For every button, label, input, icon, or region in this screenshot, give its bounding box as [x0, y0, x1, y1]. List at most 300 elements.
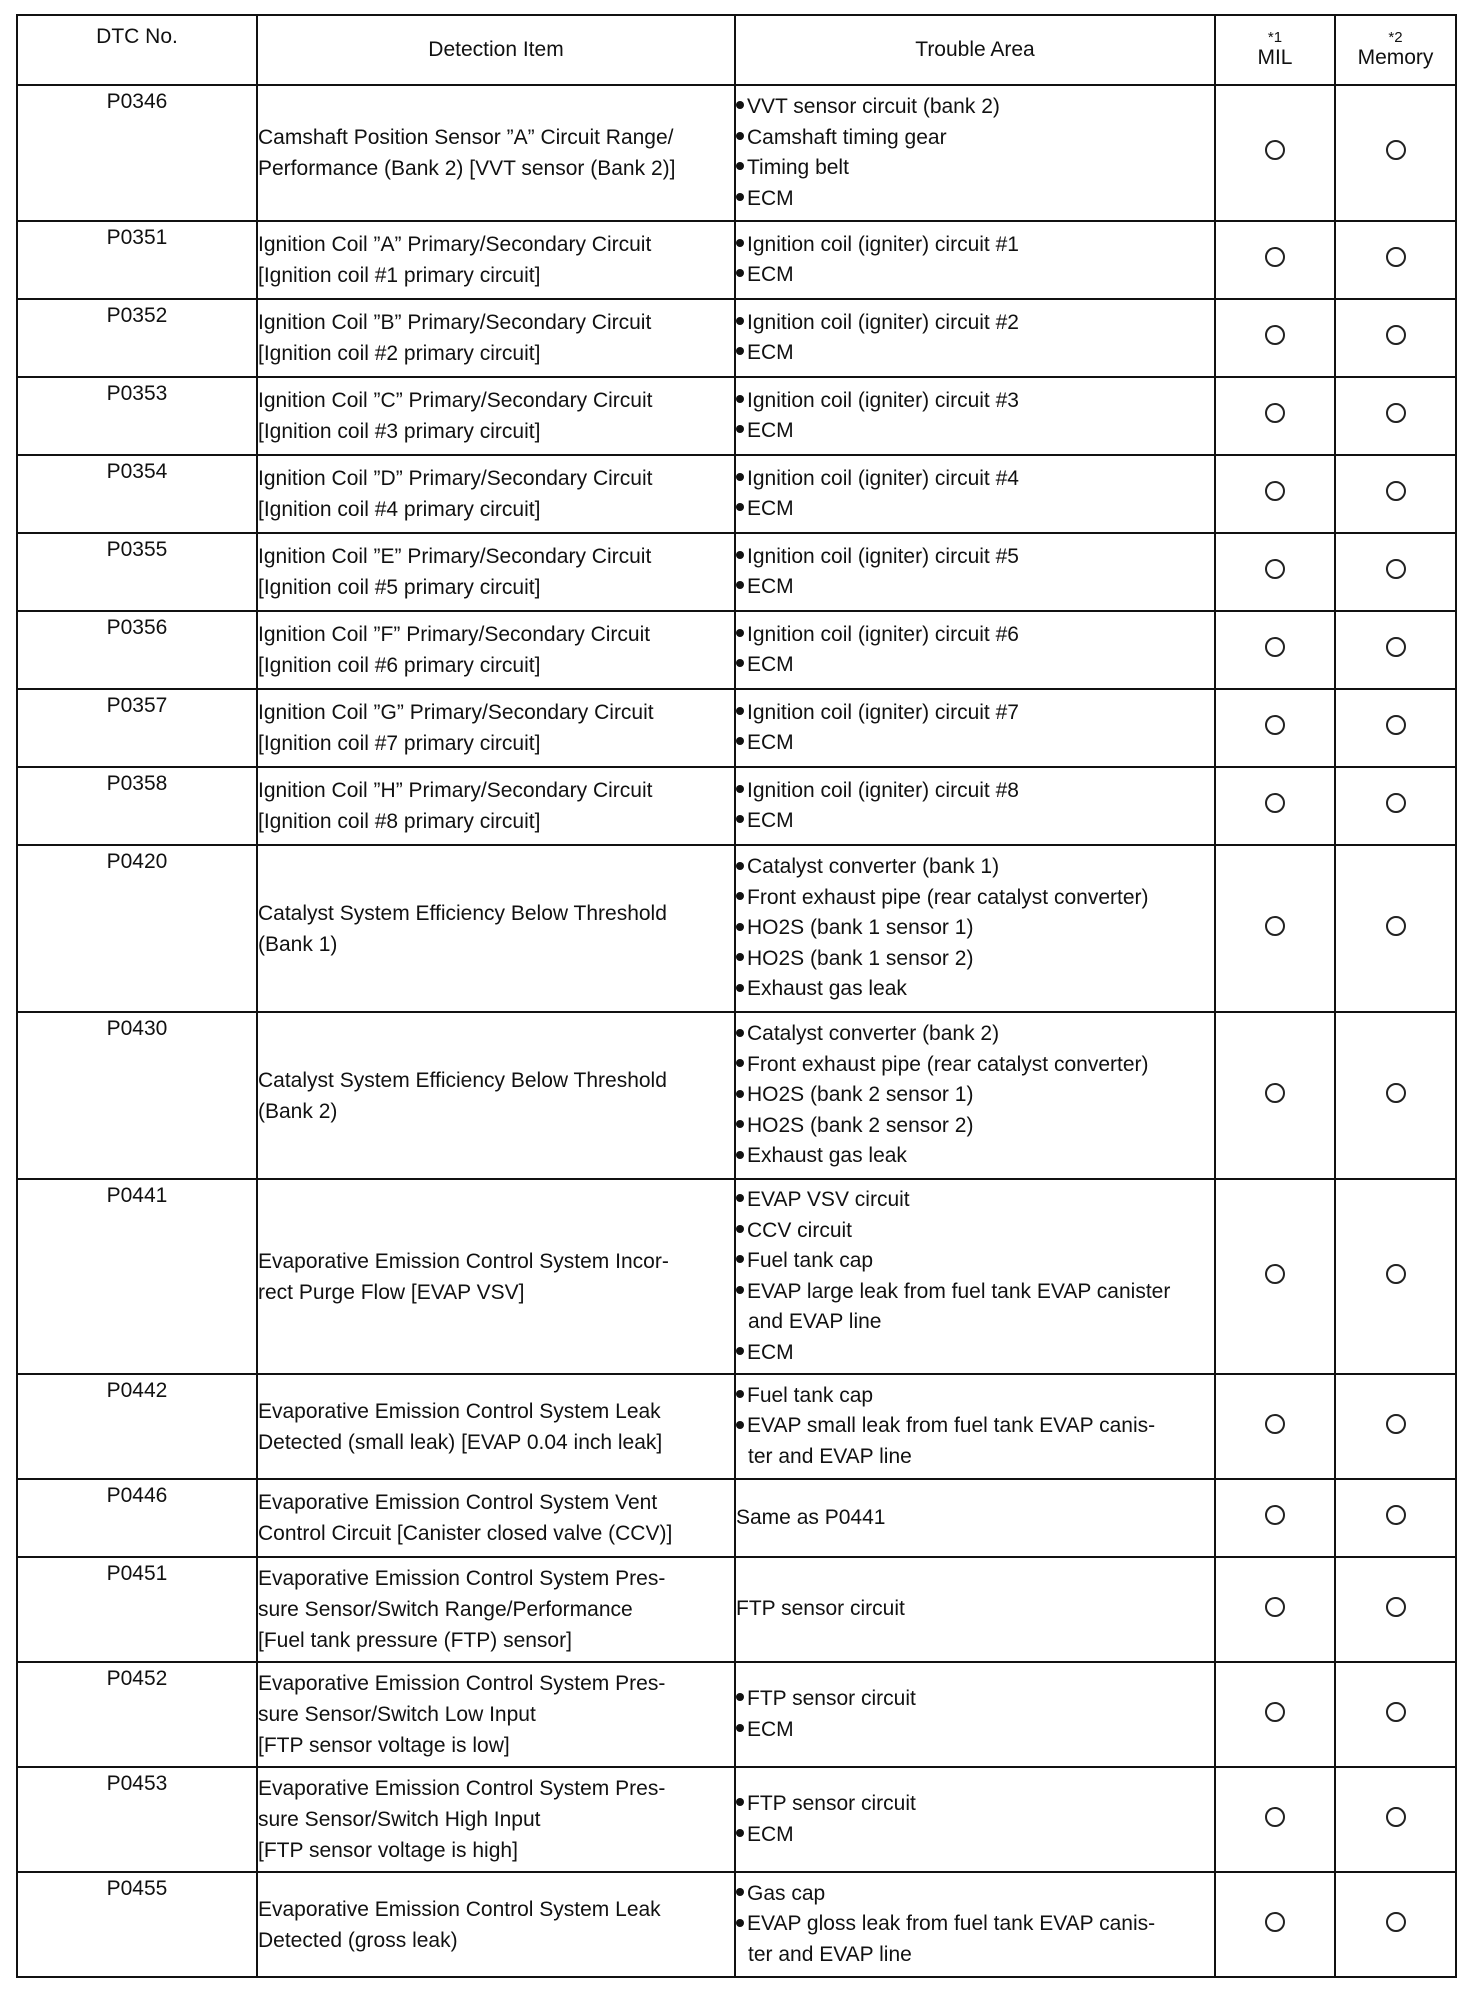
- detection-item-cell: [257, 221, 735, 299]
- trouble-area-text: ECM: [747, 341, 794, 364]
- memory-cell: [1335, 1662, 1456, 1767]
- memory-cell: [1335, 1479, 1456, 1557]
- detection-item-line: sure Sensor/Switch Low Input: [258, 1703, 536, 1726]
- trouble-area-text: Fuel tank cap: [747, 1383, 874, 1407]
- dtc-code-cell: P0355: [17, 533, 257, 611]
- detection-item-cell: [257, 767, 735, 845]
- detection-item-cell: [257, 299, 735, 377]
- trouble-area-text: ECM: [747, 653, 794, 676]
- trouble-area-text: Catalyst converter (bank 2): [747, 1022, 1000, 1046]
- trouble-area-bullet-item: [736, 1141, 1214, 1172]
- detection-item-cell: [257, 1872, 735, 1977]
- bullet-icon: [736, 1255, 744, 1263]
- trouble-area-cell: [735, 221, 1215, 299]
- mil-circle-icon: [1265, 1597, 1285, 1617]
- trouble-area-bullet-item: [736, 1684, 1214, 1715]
- trouble-area-bullet-item: [736, 1111, 1214, 1142]
- memory-label: Memory: [1357, 46, 1434, 69]
- detection-item-cell: [257, 1662, 735, 1767]
- detection-item-line: Ignition Coil ”C” Primary/Secondary Circuit: [258, 389, 653, 412]
- memory-circle-icon: [1386, 1702, 1406, 1722]
- trouble-area-cell: [735, 1479, 1215, 1557]
- dtc-code-cell: P0430: [17, 1012, 257, 1179]
- memory-circle-icon: [1386, 1414, 1406, 1434]
- detection-item-line: Ignition Coil ”D” Primary/Secondary Circuit: [258, 467, 653, 490]
- bullet-icon: [736, 1194, 744, 1202]
- trouble-area-text: Camshaft timing gear: [747, 125, 947, 149]
- trouble-area-bullet-item: [736, 572, 1214, 603]
- detection-item-cell: [257, 533, 735, 611]
- detection-item-line: [Ignition coil #7 primary circuit]: [258, 732, 541, 755]
- trouble-area-bullet-item: [736, 230, 1214, 261]
- table-row: [17, 1872, 1456, 1977]
- bullet-icon: [736, 551, 744, 559]
- trouble-area-text: Front exhaust pipe (rear catalyst converter): [747, 1052, 1149, 1076]
- mil-cell: [1215, 1872, 1335, 1977]
- trouble-area-text: FTP sensor circuit: [747, 1792, 916, 1815]
- bullet-icon: [736, 581, 744, 589]
- trouble-area-text: ECM: [747, 497, 794, 520]
- trouble-area-bullet-item: [736, 1019, 1214, 1050]
- trouble-area-bullet-item: [736, 1050, 1214, 1081]
- trouble-area-bullet-item: [736, 806, 1214, 837]
- dtc-code-cell: P0451: [17, 1557, 257, 1662]
- memory-cell: [1335, 377, 1456, 455]
- memory-circle-icon: [1386, 637, 1406, 657]
- mil-circle-icon: [1265, 637, 1285, 657]
- mil-cell: [1215, 221, 1335, 299]
- table-row: [17, 299, 1456, 377]
- trouble-area-text: Catalyst converter (bank 1): [747, 855, 1000, 879]
- mil-footnote-marker: *1: [1267, 29, 1283, 46]
- detection-item-line: Evaporative Emission Control System Leak: [258, 1399, 661, 1423]
- detection-item-line: rect Purge Flow [EVAP VSV]: [258, 1280, 525, 1304]
- bullet-icon: [736, 984, 744, 992]
- trouble-area-bullet-item: [736, 542, 1214, 573]
- bullet-icon: [736, 923, 744, 931]
- detection-item-line: Evaporative Emission Control System Pres-: [258, 1777, 666, 1800]
- bullet-icon: [736, 347, 744, 355]
- trouble-area-bullet-item: [736, 620, 1214, 651]
- detection-item-cell: [257, 611, 735, 689]
- memory-cell: [1335, 1872, 1456, 1977]
- mil-circle-icon: [1265, 325, 1285, 345]
- detection-item-cell: [257, 377, 735, 455]
- trouble-area-text: HO2S (bank 1 sensor 2): [747, 946, 974, 970]
- bullet-icon: [736, 737, 744, 745]
- trouble-area-bullet-item: [736, 1715, 1214, 1746]
- memory-cell: [1335, 299, 1456, 377]
- trouble-area-text: Ignition coil (igniter) circuit #5: [747, 544, 1019, 568]
- trouble-area-bullet-item: [736, 776, 1214, 807]
- dtc-code-cell: P0441: [17, 1179, 257, 1374]
- mil-cell: [1215, 1662, 1335, 1767]
- bullet-icon: [736, 862, 744, 870]
- detection-item-line: Control Circuit [Canister closed valve (CCV)]: [258, 1522, 673, 1545]
- trouble-area-bullet-item: [736, 974, 1214, 1005]
- mil-cell: [1215, 1012, 1335, 1179]
- trouble-area-cell: [735, 85, 1215, 221]
- table-row: [17, 1557, 1456, 1662]
- bullet-icon: [736, 629, 744, 637]
- memory-circle-icon: [1386, 1807, 1406, 1827]
- mil-cell: [1215, 299, 1335, 377]
- table-header-row: [17, 15, 1456, 85]
- detection-item-cell: [257, 1479, 735, 1557]
- table-body: [17, 85, 1456, 1977]
- mil-circle-icon: [1265, 140, 1285, 160]
- table-row: [17, 1479, 1456, 1557]
- detection-item-line: [Ignition coil #6 primary circuit]: [258, 654, 541, 677]
- trouble-area-bullet-item: [736, 1246, 1214, 1277]
- trouble-area-text: HO2S (bank 2 sensor 1): [747, 1083, 974, 1107]
- trouble-area-text: ECM: [747, 1822, 794, 1846]
- trouble-area-text: Timing belt: [747, 156, 849, 179]
- memory-cell: [1335, 1557, 1456, 1662]
- memory-cell: [1335, 611, 1456, 689]
- trouble-area-cell: [735, 299, 1215, 377]
- mil-cell: [1215, 533, 1335, 611]
- trouble-area-bullet-item: [736, 913, 1214, 944]
- memory-cell: [1335, 221, 1456, 299]
- detection-item-line: Ignition Coil ”G” Primary/Secondary Circuit: [258, 701, 654, 724]
- trouble-area-bullet-item: [736, 944, 1214, 975]
- trouble-area-bullet-item: [736, 1381, 1214, 1412]
- memory-circle-icon: [1386, 1505, 1406, 1525]
- bullet-icon: [736, 1888, 744, 1896]
- mil-circle-icon: [1265, 1414, 1285, 1434]
- trouble-area-cell: [735, 377, 1215, 455]
- trouble-area-cell: [735, 1179, 1215, 1374]
- trouble-area-cell: [735, 1872, 1215, 1977]
- header-detection-item: Detection Item: [257, 15, 735, 85]
- mil-circle-icon: [1265, 916, 1285, 936]
- dtc-code-cell: P0356: [17, 611, 257, 689]
- trouble-area-text: Exhaust gas leak: [747, 1144, 907, 1168]
- detection-item-line: Catalyst System Efficiency Below Threshold: [258, 901, 667, 925]
- detection-item-line: Camshaft Position Sensor ”A” Circuit Range/: [258, 126, 674, 149]
- trouble-area-text: Ignition coil (igniter) circuit #7: [747, 700, 1019, 724]
- trouble-area-bullet-item: [736, 308, 1214, 339]
- memory-circle-icon: [1386, 715, 1406, 735]
- trouble-area-text: EVAP VSV circuit: [747, 1188, 910, 1211]
- trouble-area-bullet-item: [736, 386, 1214, 417]
- mil-cell: [1215, 85, 1335, 221]
- mil-circle-icon: [1265, 1264, 1285, 1284]
- mil-circle-icon: [1265, 403, 1285, 423]
- mil-cell: [1215, 689, 1335, 767]
- detection-item-line: (Bank 2): [258, 1099, 338, 1123]
- bullet-icon: [736, 1059, 744, 1067]
- bullet-icon: [736, 1225, 744, 1233]
- trouble-area-bullet-item: [736, 1909, 1214, 1940]
- bullet-icon: [736, 1151, 744, 1159]
- trouble-area-bullet-item: [736, 92, 1214, 123]
- bullet-icon: [736, 101, 744, 109]
- table-row: [17, 1012, 1456, 1179]
- bullet-icon: [736, 707, 744, 715]
- trouble-area-text: EVAP gloss leak from fuel tank EVAP canis-: [747, 1912, 1156, 1936]
- trouble-area-bullet-item: [736, 1820, 1214, 1851]
- trouble-area-bullet-item: [736, 153, 1214, 184]
- table-row: [17, 85, 1456, 221]
- memory-circle-icon: [1386, 247, 1406, 267]
- detection-item-cell: [257, 1767, 735, 1872]
- mil-circle-icon: [1265, 1505, 1285, 1525]
- bullet-icon: [736, 503, 744, 511]
- memory-cell: [1335, 1012, 1456, 1179]
- table-row: [17, 455, 1456, 533]
- bullet-icon: [736, 239, 744, 247]
- bullet-icon: [736, 1724, 744, 1732]
- trouble-area-bullet-item: [736, 650, 1214, 681]
- trouble-area-cell: [735, 1374, 1215, 1479]
- bullet-icon: [736, 425, 744, 433]
- dtc-table: [16, 14, 1457, 1978]
- detection-item-line: Detected (small leak) [EVAP 0.04 inch leak]: [258, 1430, 663, 1454]
- trouble-area-cell: [735, 1557, 1215, 1662]
- trouble-area-text: EVAP large leak from fuel tank EVAP canister: [747, 1279, 1171, 1303]
- header-memory: [1335, 15, 1456, 85]
- mil-cell: [1215, 767, 1335, 845]
- memory-footnote-marker: *2: [1388, 29, 1403, 46]
- mil-label: MIL: [1257, 46, 1293, 69]
- detection-item-line: [Ignition coil #8 primary circuit]: [258, 810, 541, 833]
- detection-item-line: Detected (gross leak): [258, 1928, 458, 1952]
- table-row: [17, 767, 1456, 845]
- bullet-icon: [736, 1390, 744, 1398]
- memory-circle-icon: [1386, 559, 1406, 579]
- detection-item-line: Catalyst System Efficiency Below Threshold: [258, 1068, 667, 1092]
- trouble-area-cell: [735, 1662, 1215, 1767]
- memory-cell: [1335, 1179, 1456, 1374]
- mil-cell: [1215, 455, 1335, 533]
- detection-item-line: [Ignition coil #3 primary circuit]: [258, 420, 541, 443]
- trouble-area-bullet-item: [736, 1879, 1214, 1910]
- bullet-icon: [736, 269, 744, 277]
- trouble-area-bullet-item: [736, 1080, 1214, 1111]
- bullet-icon: [736, 162, 744, 170]
- bullet-icon: [736, 659, 744, 667]
- trouble-area-text: ECM: [747, 1340, 794, 1364]
- bullet-icon: [736, 953, 744, 961]
- dtc-code-cell: P0420: [17, 845, 257, 1012]
- dtc-code-cell: P0442: [17, 1374, 257, 1479]
- bullet-icon: [736, 1829, 744, 1837]
- detection-item-line: Ignition Coil ”E” Primary/Secondary Circuit: [258, 545, 652, 568]
- dtc-code-cell: P0353: [17, 377, 257, 455]
- bullet-icon: [736, 1347, 744, 1355]
- bullet-icon: [736, 1090, 744, 1098]
- dtc-code-cell: P0358: [17, 767, 257, 845]
- header-trouble-area: Trouble Area: [735, 15, 1215, 85]
- mil-circle-icon: [1265, 1083, 1285, 1103]
- memory-cell: [1335, 455, 1456, 533]
- bullet-icon: [736, 1029, 744, 1037]
- mil-cell: [1215, 1767, 1335, 1872]
- trouble-area-text: ECM: [747, 1717, 794, 1741]
- dtc-code-cell: P0346: [17, 85, 257, 221]
- mil-circle-icon: [1265, 1912, 1285, 1932]
- detection-item-line: Performance (Bank 2) [VVT sensor (Bank 2)]: [258, 157, 676, 180]
- trouble-area-text: ECM: [747, 186, 794, 210]
- bullet-icon: [736, 892, 744, 900]
- memory-cell: [1335, 767, 1456, 845]
- memory-cell: [1335, 85, 1456, 221]
- detection-item-line: Ignition Coil ”H” Primary/Secondary Circuit: [258, 779, 653, 802]
- trouble-area-text: VVT sensor circuit (bank 2): [747, 95, 1000, 118]
- detection-item-line: [Ignition coil #2 primary circuit]: [258, 342, 541, 365]
- detection-item-line: Evaporative Emission Control System Leak: [258, 1897, 661, 1921]
- detection-item-line: Ignition Coil ”A” Primary/Secondary Circuit: [258, 233, 652, 256]
- trouble-area-bullet-item: [736, 1338, 1214, 1369]
- table-row: [17, 1374, 1456, 1479]
- trouble-area-text: Same as P0441: [736, 1505, 886, 1529]
- dtc-code-cell: P0452: [17, 1662, 257, 1767]
- table-row: [17, 377, 1456, 455]
- table-row: [17, 611, 1456, 689]
- bullet-icon: [736, 1798, 744, 1806]
- trouble-area-text: ECM: [747, 731, 794, 754]
- bullet-icon: [736, 317, 744, 325]
- detection-item-cell: [257, 85, 735, 221]
- detection-item-line: [Ignition coil #1 primary circuit]: [258, 264, 541, 287]
- mil-circle-icon: [1265, 1702, 1285, 1722]
- trouble-area-text: ECM: [747, 575, 794, 598]
- bullet-icon: [736, 473, 744, 481]
- detection-item-cell: [257, 455, 735, 533]
- trouble-area-bullet-item: [736, 883, 1214, 914]
- trouble-area-text: Ignition coil (igniter) circuit #8: [747, 778, 1019, 802]
- table-row: [17, 1767, 1456, 1872]
- detection-item-line: Ignition Coil ”F” Primary/Secondary Circuit: [258, 623, 651, 646]
- trouble-area-bullet-item: [736, 1185, 1214, 1216]
- bullet-icon: [736, 193, 744, 201]
- trouble-area-text: Ignition coil (igniter) circuit #1: [747, 232, 1019, 256]
- trouble-area-cell: [735, 1012, 1215, 1179]
- detection-item-line: sure Sensor/Switch High Input: [258, 1808, 541, 1831]
- bullet-icon: [736, 785, 744, 793]
- trouble-area-bullet-item: [736, 464, 1214, 495]
- memory-circle-icon: [1386, 1597, 1406, 1617]
- dtc-code-cell: P0446: [17, 1479, 257, 1557]
- memory-circle-icon: [1386, 403, 1406, 423]
- trouble-area-cell: [735, 455, 1215, 533]
- dtc-code-cell: P0351: [17, 221, 257, 299]
- memory-cell: [1335, 689, 1456, 767]
- mil-circle-icon: [1265, 715, 1285, 735]
- trouble-area-text: ECM: [747, 809, 794, 832]
- detection-item-line: Evaporative Emission Control System Pres-: [258, 1567, 666, 1590]
- detection-item-cell: [257, 1374, 735, 1479]
- header-dtc-no: DTC No.: [17, 15, 257, 85]
- mil-cell: [1215, 611, 1335, 689]
- memory-circle-icon: [1386, 793, 1406, 813]
- bullet-icon: [736, 132, 744, 140]
- detection-item-line: [Ignition coil #5 primary circuit]: [258, 576, 541, 599]
- trouble-area-text: ECM: [747, 419, 794, 442]
- table-row: [17, 1179, 1456, 1374]
- mil-circle-icon: [1265, 481, 1285, 501]
- trouble-area-bullet-item: [736, 184, 1214, 215]
- detection-item-line: sure Sensor/Switch Range/Performance: [258, 1598, 633, 1621]
- dtc-code-cell: P0357: [17, 689, 257, 767]
- memory-cell: [1335, 845, 1456, 1012]
- memory-circle-icon: [1386, 1264, 1406, 1284]
- memory-circle-icon: [1386, 1912, 1406, 1932]
- bullet-icon: [736, 395, 744, 403]
- trouble-area-bullet-item: [736, 698, 1214, 729]
- dtc-code-cell: P0354: [17, 455, 257, 533]
- trouble-area-text: CCV circuit: [747, 1218, 853, 1242]
- trouble-area-text: Ignition coil (igniter) circuit #4: [747, 466, 1019, 490]
- trouble-area-cell: [735, 767, 1215, 845]
- trouble-area-continuation: ter and EVAP line: [748, 1942, 912, 1966]
- trouble-area-text: Exhaust gas leak: [747, 977, 907, 1001]
- dtc-code-cell: P0453: [17, 1767, 257, 1872]
- memory-circle-icon: [1386, 140, 1406, 160]
- trouble-area-bullet-item: [736, 494, 1214, 525]
- trouble-area-cell: [735, 611, 1215, 689]
- trouble-area-text: Front exhaust pipe (rear catalyst converter): [747, 885, 1149, 909]
- trouble-area-cell: [735, 689, 1215, 767]
- header-mil: [1215, 15, 1335, 85]
- trouble-area-text: Gas cap: [747, 1881, 826, 1905]
- detection-item-line: Evaporative Emission Control System Vent: [258, 1491, 658, 1514]
- trouble-area-bullet-item: [736, 1277, 1214, 1308]
- dtc-code-cell: P0352: [17, 299, 257, 377]
- mil-circle-icon: [1265, 1807, 1285, 1827]
- trouble-area-bullet-item: [736, 1411, 1214, 1442]
- memory-circle-icon: [1386, 1083, 1406, 1103]
- table-row: [17, 1662, 1456, 1767]
- trouble-area-bullet-item: [736, 338, 1214, 369]
- mil-cell: [1215, 1179, 1335, 1374]
- trouble-area-text: FTP sensor circuit: [736, 1597, 905, 1621]
- detection-item-line: Evaporative Emission Control System Pres-: [258, 1672, 666, 1695]
- detection-item-line: [Fuel tank pressure (FTP) sensor]: [258, 1629, 572, 1652]
- detection-item-line: [FTP sensor voltage is high]: [258, 1839, 518, 1862]
- detection-item-line: Ignition Coil ”B” Primary/Secondary Circuit: [258, 311, 652, 334]
- bullet-icon: [736, 1120, 744, 1128]
- table-row: [17, 533, 1456, 611]
- mil-cell: [1215, 1557, 1335, 1662]
- bullet-icon: [736, 1919, 744, 1927]
- trouble-area-text: FTP sensor circuit: [747, 1687, 916, 1710]
- detection-item-cell: [257, 845, 735, 1012]
- trouble-area-text: ECM: [747, 263, 794, 286]
- mil-cell: [1215, 1479, 1335, 1557]
- memory-circle-icon: [1386, 481, 1406, 501]
- trouble-area-bullet-item: [736, 123, 1214, 154]
- trouble-area-cell: [735, 533, 1215, 611]
- detection-item-cell: [257, 1179, 735, 1374]
- detection-item-line: [FTP sensor voltage is low]: [258, 1734, 510, 1757]
- bullet-icon: [736, 1286, 744, 1294]
- detection-item-line: (Bank 1): [258, 932, 338, 956]
- trouble-area-bullet-item: [736, 416, 1214, 447]
- trouble-area-bullet-item: [736, 728, 1214, 759]
- detection-item-cell: [257, 689, 735, 767]
- trouble-area-bullet-item: [736, 1216, 1214, 1247]
- detection-item-cell: [257, 1012, 735, 1179]
- trouble-area-text: HO2S (bank 1 sensor 1): [747, 916, 974, 940]
- table-row: [17, 845, 1456, 1012]
- trouble-area-continuation: and EVAP line: [748, 1310, 882, 1333]
- mil-circle-icon: [1265, 559, 1285, 579]
- trouble-area-cell: [735, 845, 1215, 1012]
- trouble-area-cell: [735, 1767, 1215, 1872]
